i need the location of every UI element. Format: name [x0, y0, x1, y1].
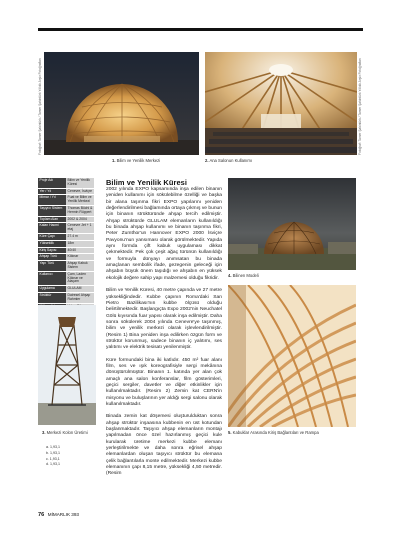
info-key: Yer / Yıl: [38, 189, 66, 195]
info-key: Kiriş Sayısı: [38, 248, 66, 254]
tower-photo-caption: [42, 430, 88, 435]
dome-photo-caption: [112, 158, 160, 163]
magazine-name: MİMARLIK 393: [47, 512, 79, 517]
info-key: Taşıyıcı Sistem: [38, 206, 66, 216]
reference-item: d. 1,93,1: [46, 462, 60, 467]
info-row: [38, 178, 94, 189]
storm-photo-caption: [228, 273, 259, 278]
paragraph-3: Küre formundaki bina iki katlıdır. 450 m² fuar alanı film, ses ve ışık koreografisiyle sergi mekânına dönüştürülmüştür. Binanın 1. katında yer alan çok amaçlı ana salon konferanslar, film gösterimleri, geçici sergiler, davetler ve diğer etkinlikler için kullanılmaktadır. (Resim 2) Zemin kat CERN'in misyonu ve buluşlarının yer aldığı sergi salonu olarak kullanılmaktadır.: [106, 357, 222, 407]
info-value: 18m: [66, 241, 94, 247]
ribs-photo-caption: [228, 430, 356, 435]
info-key: Mimar / Yıl: [38, 195, 66, 205]
info-row: [38, 241, 94, 248]
project-info-table: [38, 178, 94, 318]
dome-photo: [44, 52, 199, 155]
storm-photo: [228, 178, 356, 270]
info-key: Kalan Hacmi: [38, 223, 66, 233]
caption-text: Ana Salonun Kullanımı: [209, 158, 253, 163]
info-row: [38, 272, 94, 286]
reference-item: b. 1,93,1: [46, 450, 60, 455]
info-value: Thomas Büchi & Hermin Rüppert: [67, 205, 93, 214]
caption-number: 2.: [205, 158, 209, 163]
info-row: [38, 261, 94, 272]
info-value: Çam, Laden Köknar ve Alaçam: [66, 272, 94, 285]
info-value: GLULAM: [66, 286, 94, 292]
info-key: Ahşap Türü: [38, 254, 66, 260]
article-body: [106, 187, 222, 478]
top-rule: [38, 28, 363, 31]
caption-text: Bilinen Modeli: [232, 273, 259, 278]
info-key: Proje Adı: [38, 178, 66, 188]
info-row: [38, 248, 94, 255]
page-number: 76: [38, 512, 45, 518]
dome-photo-credit: Fotoğraf: Tamer Şahintürk / Tamer Şahintürk Yıllıklı Arşiv Fotoğrafları: [38, 58, 42, 155]
caption-text: Kabuklar Arasında Kiriş Bağlantıları ve Rampa: [232, 430, 319, 435]
tower-photo: [38, 305, 96, 425]
info-value: Köknar: [66, 254, 94, 260]
hall-photo: [205, 52, 357, 155]
info-key: Kullanıcı: [38, 272, 66, 285]
caption-number: 5.: [228, 430, 232, 435]
ribs-photo: [228, 285, 356, 427]
info-value: Ahşap Kabuk Sistem: [66, 261, 94, 271]
info-value: Cenevre Jet + 1 etaj: [66, 223, 94, 233]
paragraph-1: 2002 yılında EXPO kapsamında inşa edilen binanın yeniden kullanımı için sökülebilme özelliği ve başka bir alana taşınma fikri EXPO yapılarını yeniden değerlendirilmesi bağlamında ortaya çıkmış ve bunun için binanın strüktüründe ahşap tercih edilmiştir. Ahşap strüktürde GLULAM elemanların kullanıldığı bu binada ahşap kullanımı ve binanın taşınma fikri, Peter Zumthor'un Hannover EXPO 2000 İsviçre Pavyonu'nun yansıması olarak görülmektedir. Yapıda aynı formda çift kabuk uygulaması dikkat çekmektedir. Pek çok çeşit ağaç türünün kullanıldığı ve formuyla dünyayı anımsatan bu binada amaçlanan sembolik ifade, gezegenin geleceği için ahşabın büyük önem taşıdığı ve ahşabın en yüksek ekolojik değere sahip yapı malzemesi olduğu fikridir.: [106, 187, 222, 281]
info-key: Toplam Alan: [38, 217, 66, 223]
info-row: [38, 234, 94, 241]
reference-item: a. 1,93,1: [46, 445, 60, 449]
info-key: Strüktür: [38, 293, 66, 303]
info-row: [38, 217, 94, 224]
caption-number: 3.: [42, 430, 46, 435]
info-key: Yapı Türü: [38, 261, 66, 271]
reference-list: [46, 445, 60, 468]
reference-item: c. 1,93,1: [46, 456, 60, 461]
info-key: Yükseklik: [38, 241, 66, 247]
info-value: Dairesel Ahşap Rahmler: [66, 293, 94, 303]
paragraph-2: Bilim ve Yenilik Küresi, 40 metre çapında ve 27 metre yüksekliğindedir. Kubbe çapının Roma'daki San Pietro Bazilikası'nın kubbe ölçüsü olduğu belirtilmektedir. Başlangıçta Expo 2002'nin Neuchatel Gölü kıyısında fuar yapısı olarak inşa edilmiştir. Daha sonra sökülerek 2004 yılında Cenevre'ye taşınmış, bilim ve yenilik merkezi olarak işlevlendirilmiştir. (Resim 1) Bina yeniden inşa edilirken özgün form ve strüktür korunmuş, sadece binanın iç yalıtımı, ses yalıtımı ve elektrik tesisatı yenilenmiştir.: [106, 288, 222, 351]
caption-text: Merkezi Kolon Üretimi: [46, 430, 88, 435]
caption-number: 1.: [112, 158, 116, 163]
info-row: [38, 286, 94, 293]
hall-photo-credit: Fotoğraf: Tamer Şahintürk / Tamer Şahintürk Yıllıklı Arşiv Fotoğrafları: [358, 58, 362, 155]
page-footer: [38, 512, 79, 518]
article-title: Bilim ve Yenilik Küresi: [106, 178, 188, 187]
info-value: 27.4 m: [66, 234, 94, 240]
info-key: Uygulama: [38, 286, 66, 292]
info-value: 40/40: [66, 248, 94, 254]
info-row: [38, 189, 94, 196]
info-value: 2002 & 2004: [66, 217, 94, 223]
paragraph-4: Binada zemin kat döşemesi oluşturulduktan sonra ahşap strüktür inşaasına kubbenin en üst kotundan başlanmaktadır. Taşıyıcı ahşap elemanların montajı yapılmadan önce özel hazırlanmış geçici kule kurularak üretime merkezi kubbe elemanı yerleştirilmekte ve daha sonra eğrisel ahşap elemanlardan oluşan taşıyıcı strüktür bu elemana çelik bağlantılarla monte edilmektedir. Merkezi kubbe elemanının çapı 8,15 metre, yüksekliği 4,50 metredir. (Resim: [106, 414, 222, 477]
info-value: Cenevre, İsviçre: [67, 188, 92, 193]
info-row: [38, 195, 94, 206]
info-row: [38, 293, 94, 304]
caption-number: 4.: [228, 273, 232, 278]
info-row: [38, 223, 94, 234]
info-row: [38, 254, 94, 261]
info-row: [38, 206, 94, 217]
caption-text: Bilim ve Yenilik Merkezi: [116, 158, 161, 163]
info-value: Bilim ve Yenilik Küresi: [66, 178, 94, 188]
info-key: Küre Çapı: [38, 234, 66, 240]
info-value: Fuat ve Bilim ve Yenilik Merkezi: [66, 195, 94, 205]
hall-photo-caption: [205, 158, 252, 163]
